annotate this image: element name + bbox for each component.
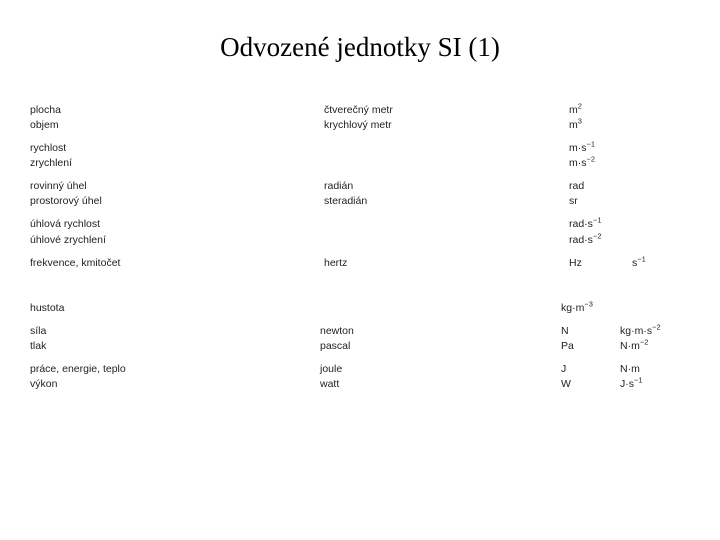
quantity-name: frekvence, kmitočet <box>30 257 121 269</box>
unit-expression: $N\cdot m^{-2}$ <box>620 337 649 352</box>
table-row <box>0 377 720 391</box>
slide-title: Odvozené jednotky SI (1) <box>220 32 500 62</box>
table-row <box>0 301 720 315</box>
table-row <box>0 362 720 376</box>
quantity-name: hustota <box>30 302 65 314</box>
unit-name: čtverečný metr <box>324 104 393 116</box>
unit-symbol: $m\cdot s^{-2}$ <box>569 154 596 169</box>
unit-expression: N·m <box>620 363 640 375</box>
quantity-name: úhlová rychlost <box>30 218 101 230</box>
quantity-name: rovinný úhel <box>30 180 87 192</box>
unit-symbol: Hz <box>569 257 582 269</box>
unit-name: watt <box>320 378 340 390</box>
quantity-name: objem <box>30 119 59 131</box>
unit-symbol: $kg\cdot m^{-3}$ <box>561 299 593 314</box>
quantity-name: tlak <box>30 340 47 352</box>
unit-symbol: $m^3$ <box>569 116 582 131</box>
quantity-name: zrychlení <box>30 157 73 169</box>
unit-name: newton <box>320 325 354 337</box>
table-row <box>0 156 720 170</box>
unit-symbol: W <box>561 378 571 390</box>
unit-expression: $s^{-1}$ <box>632 254 646 269</box>
table-row <box>0 118 720 132</box>
table-row <box>0 217 720 231</box>
quantity-name: výkon <box>30 378 58 390</box>
table-row <box>0 179 720 193</box>
table-row <box>0 339 720 353</box>
quantity-name: úhlové zrychlení <box>30 234 106 246</box>
unit-symbol: sr <box>569 195 578 207</box>
table-row <box>0 141 720 155</box>
unit-symbol: N <box>561 325 569 337</box>
unit-symbol: rad <box>569 180 585 192</box>
unit-name: steradián <box>324 195 368 207</box>
unit-symbol: $m\cdot s^{-1}$ <box>569 139 596 154</box>
table-row <box>0 256 720 270</box>
unit-symbol: Pa <box>561 340 574 352</box>
unit-name: krychlový metr <box>324 119 392 131</box>
unit-expression: $kg\cdot m\cdot s^{-2}$ <box>620 322 661 337</box>
unit-name: joule <box>320 363 343 375</box>
unit-symbol: $m^2$ <box>569 101 582 116</box>
unit-symbol: J <box>561 363 567 375</box>
unit-symbol: $rad\cdot s^{-1}$ <box>569 215 602 230</box>
quantity-name: prostorový úhel <box>30 195 102 207</box>
table-row <box>0 194 720 208</box>
unit-name: radián <box>324 180 354 192</box>
quantity-name: síla <box>30 325 47 337</box>
quantity-name: plocha <box>30 104 61 116</box>
unit-name: pascal <box>320 340 351 352</box>
quantity-name: práce, energie, teplo <box>30 363 126 375</box>
unit-expression: $J\cdot s^{-1}$ <box>620 375 643 390</box>
table-row <box>0 233 720 247</box>
table-row <box>0 103 720 117</box>
table-row <box>0 324 720 338</box>
unit-symbol: $rad\cdot s^{-2}$ <box>569 231 602 246</box>
unit-name: hertz <box>324 257 348 269</box>
quantity-name: rychlost <box>30 142 67 154</box>
